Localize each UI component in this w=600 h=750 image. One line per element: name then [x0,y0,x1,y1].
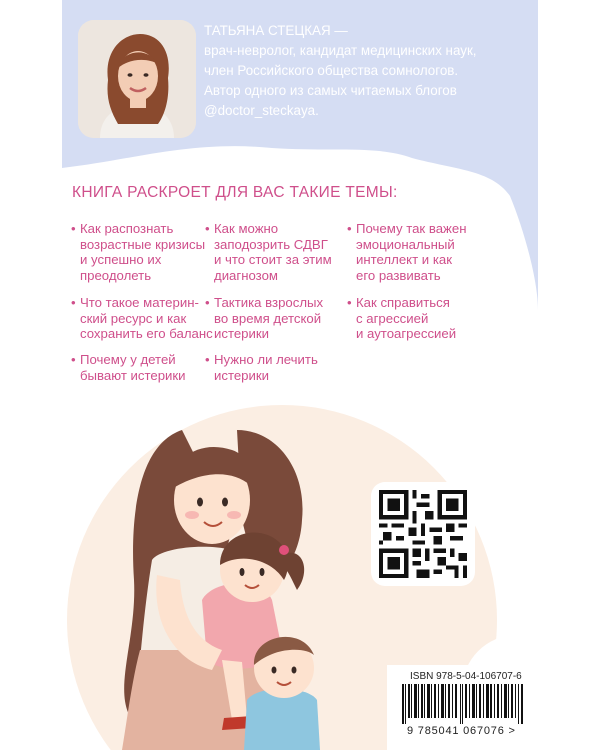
isbn-label: ISBN 978-5-04-106707-6 [410,671,522,682]
barcode-icon [402,684,532,724]
author-bio [204,21,534,121]
mother-eye [222,498,228,507]
author-bio-line: член Российского общества сомнологов. [204,63,459,78]
topic-item: • Как справиться с агрессией и аутоагрессией [356,295,456,342]
girl-hair-tie [279,545,289,555]
qr-code-card[interactable] [371,482,475,586]
author-blog-handle: @doctor_steckaya. [204,103,319,118]
author-photo [78,20,196,138]
girl-eye [260,568,265,576]
boy-shirt [244,689,320,750]
topic-item: • Как можно заподозрить СДВГ и что стоит за этим диагнозом [214,221,332,283]
author-bio-line: Автор одного из самых читаемых блогов [204,83,457,98]
mother-blush [227,511,241,519]
qr-code-icon [379,490,467,578]
boy-eye [272,667,277,674]
topic-item: • Почему так важен эмоциональный интеллект и как его развивать [356,221,467,283]
mother-eye [197,498,203,507]
mother-blush [185,511,199,519]
boy-eye [292,667,297,674]
topic-item: • Как распознать возрастные кризисы и успешно их преодолеть [80,221,205,283]
book-back-cover [62,0,538,750]
author-name: ТАТЬЯНА СТЕЦКАЯ — [204,23,348,38]
author-portrait-icon [78,20,196,138]
topic-item: • Почему у детей бывают истерики [80,352,186,383]
topic-item: • Тактика взрослых во время детской истерики [214,295,323,342]
barcode-digits: 9 785041 067076 > [407,725,516,737]
topics-heading: КНИГА РАСКРОЕТ ДЛЯ ВАС ТАКИЕ ТЕМЫ: [72,184,398,201]
author-bio-line: врач-невролог, кандидат медицинских наук, [204,43,477,58]
girl-eye [240,568,245,576]
topic-item: • Нужно ли лечить истерики [214,352,318,383]
topic-item: • Что такое материн- ский ресурс и как сохранить его баланс [80,295,213,342]
